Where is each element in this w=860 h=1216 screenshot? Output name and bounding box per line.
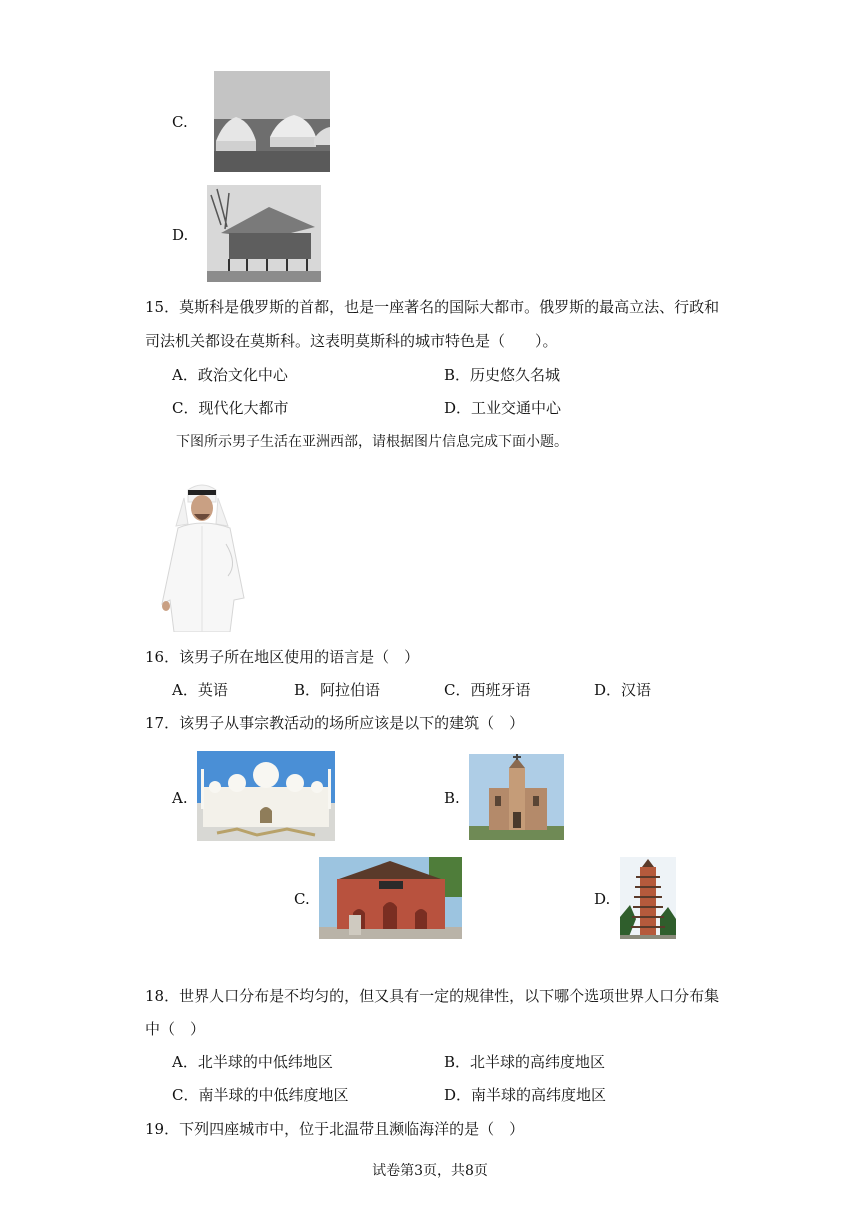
q16-stem: 16．该男子所在地区使用的语言是（ ）	[145, 648, 420, 666]
q15-option-d[interactable]: D．工业交通中心	[444, 399, 562, 417]
q15-stem-line2: 司法机关都设在莫斯科。这表明莫斯科的城市特色是（ ）。	[145, 332, 558, 350]
q16-option-d[interactable]: D．汉语	[594, 681, 652, 699]
q15-stem-line1: 15．莫斯科是俄罗斯的首都，也是一座著名的国际大都市。俄罗斯的最高立法、行政和	[145, 298, 720, 316]
arab-man-photo	[158, 480, 258, 632]
q17-option-a-letter[interactable]: A.	[172, 789, 188, 807]
page-footer: 试卷第3页，共8页	[372, 1163, 488, 1179]
q17-stem: 17．该男子从事宗教活动的场所应该是以下的建筑（ ）	[145, 714, 525, 732]
church-photo[interactable]	[469, 754, 564, 840]
yurts-photo	[214, 71, 330, 172]
q17-option-d-letter[interactable]: D.	[594, 890, 611, 908]
pagoda-photo[interactable]	[620, 857, 676, 939]
q15-option-a[interactable]: A．政治文化中心	[172, 366, 288, 384]
mosque-photo[interactable]	[197, 751, 335, 841]
q17-option-b-letter[interactable]: B.	[444, 789, 460, 807]
q16-option-c[interactable]: C．西班牙语	[444, 681, 531, 699]
q18-option-d[interactable]: D．南半球的高纬度地区	[444, 1086, 607, 1104]
q15-option-c[interactable]: C．现代化大都市	[172, 399, 289, 417]
q18-option-a[interactable]: A．北半球的中低纬地区	[172, 1053, 333, 1071]
q16-option-a[interactable]: A．英语	[172, 681, 228, 699]
temple-gate-photo[interactable]	[319, 857, 462, 939]
q17-option-c-letter[interactable]: C.	[294, 890, 310, 908]
q14-option-d-letter: D.	[172, 226, 189, 244]
group-intro-text: 下图所示男子生活在亚洲西部，请根据图片信息完成下面小题。	[176, 434, 568, 450]
q18-option-b[interactable]: B．北半球的高纬度地区	[444, 1053, 606, 1071]
q18-stem-line1: 18．世界人口分布是不均匀的，但又具有一定的规律性，以下哪个选项世界人口分布集	[145, 987, 720, 1005]
q18-option-c[interactable]: C．南半球的中低纬度地区	[172, 1086, 349, 1104]
q16-option-b[interactable]: B．阿拉伯语	[294, 681, 381, 699]
q18-stem-line2: 中（ ）	[145, 1020, 206, 1038]
q19-stem: 19．下列四座城市中，位于北温带且濒临海洋的是（ ）	[145, 1120, 525, 1138]
q15-option-b[interactable]: B．历史悠久名城	[444, 366, 561, 384]
wooden-stilt-house-photo	[207, 185, 321, 282]
q14-option-c-letter: C.	[172, 113, 188, 131]
